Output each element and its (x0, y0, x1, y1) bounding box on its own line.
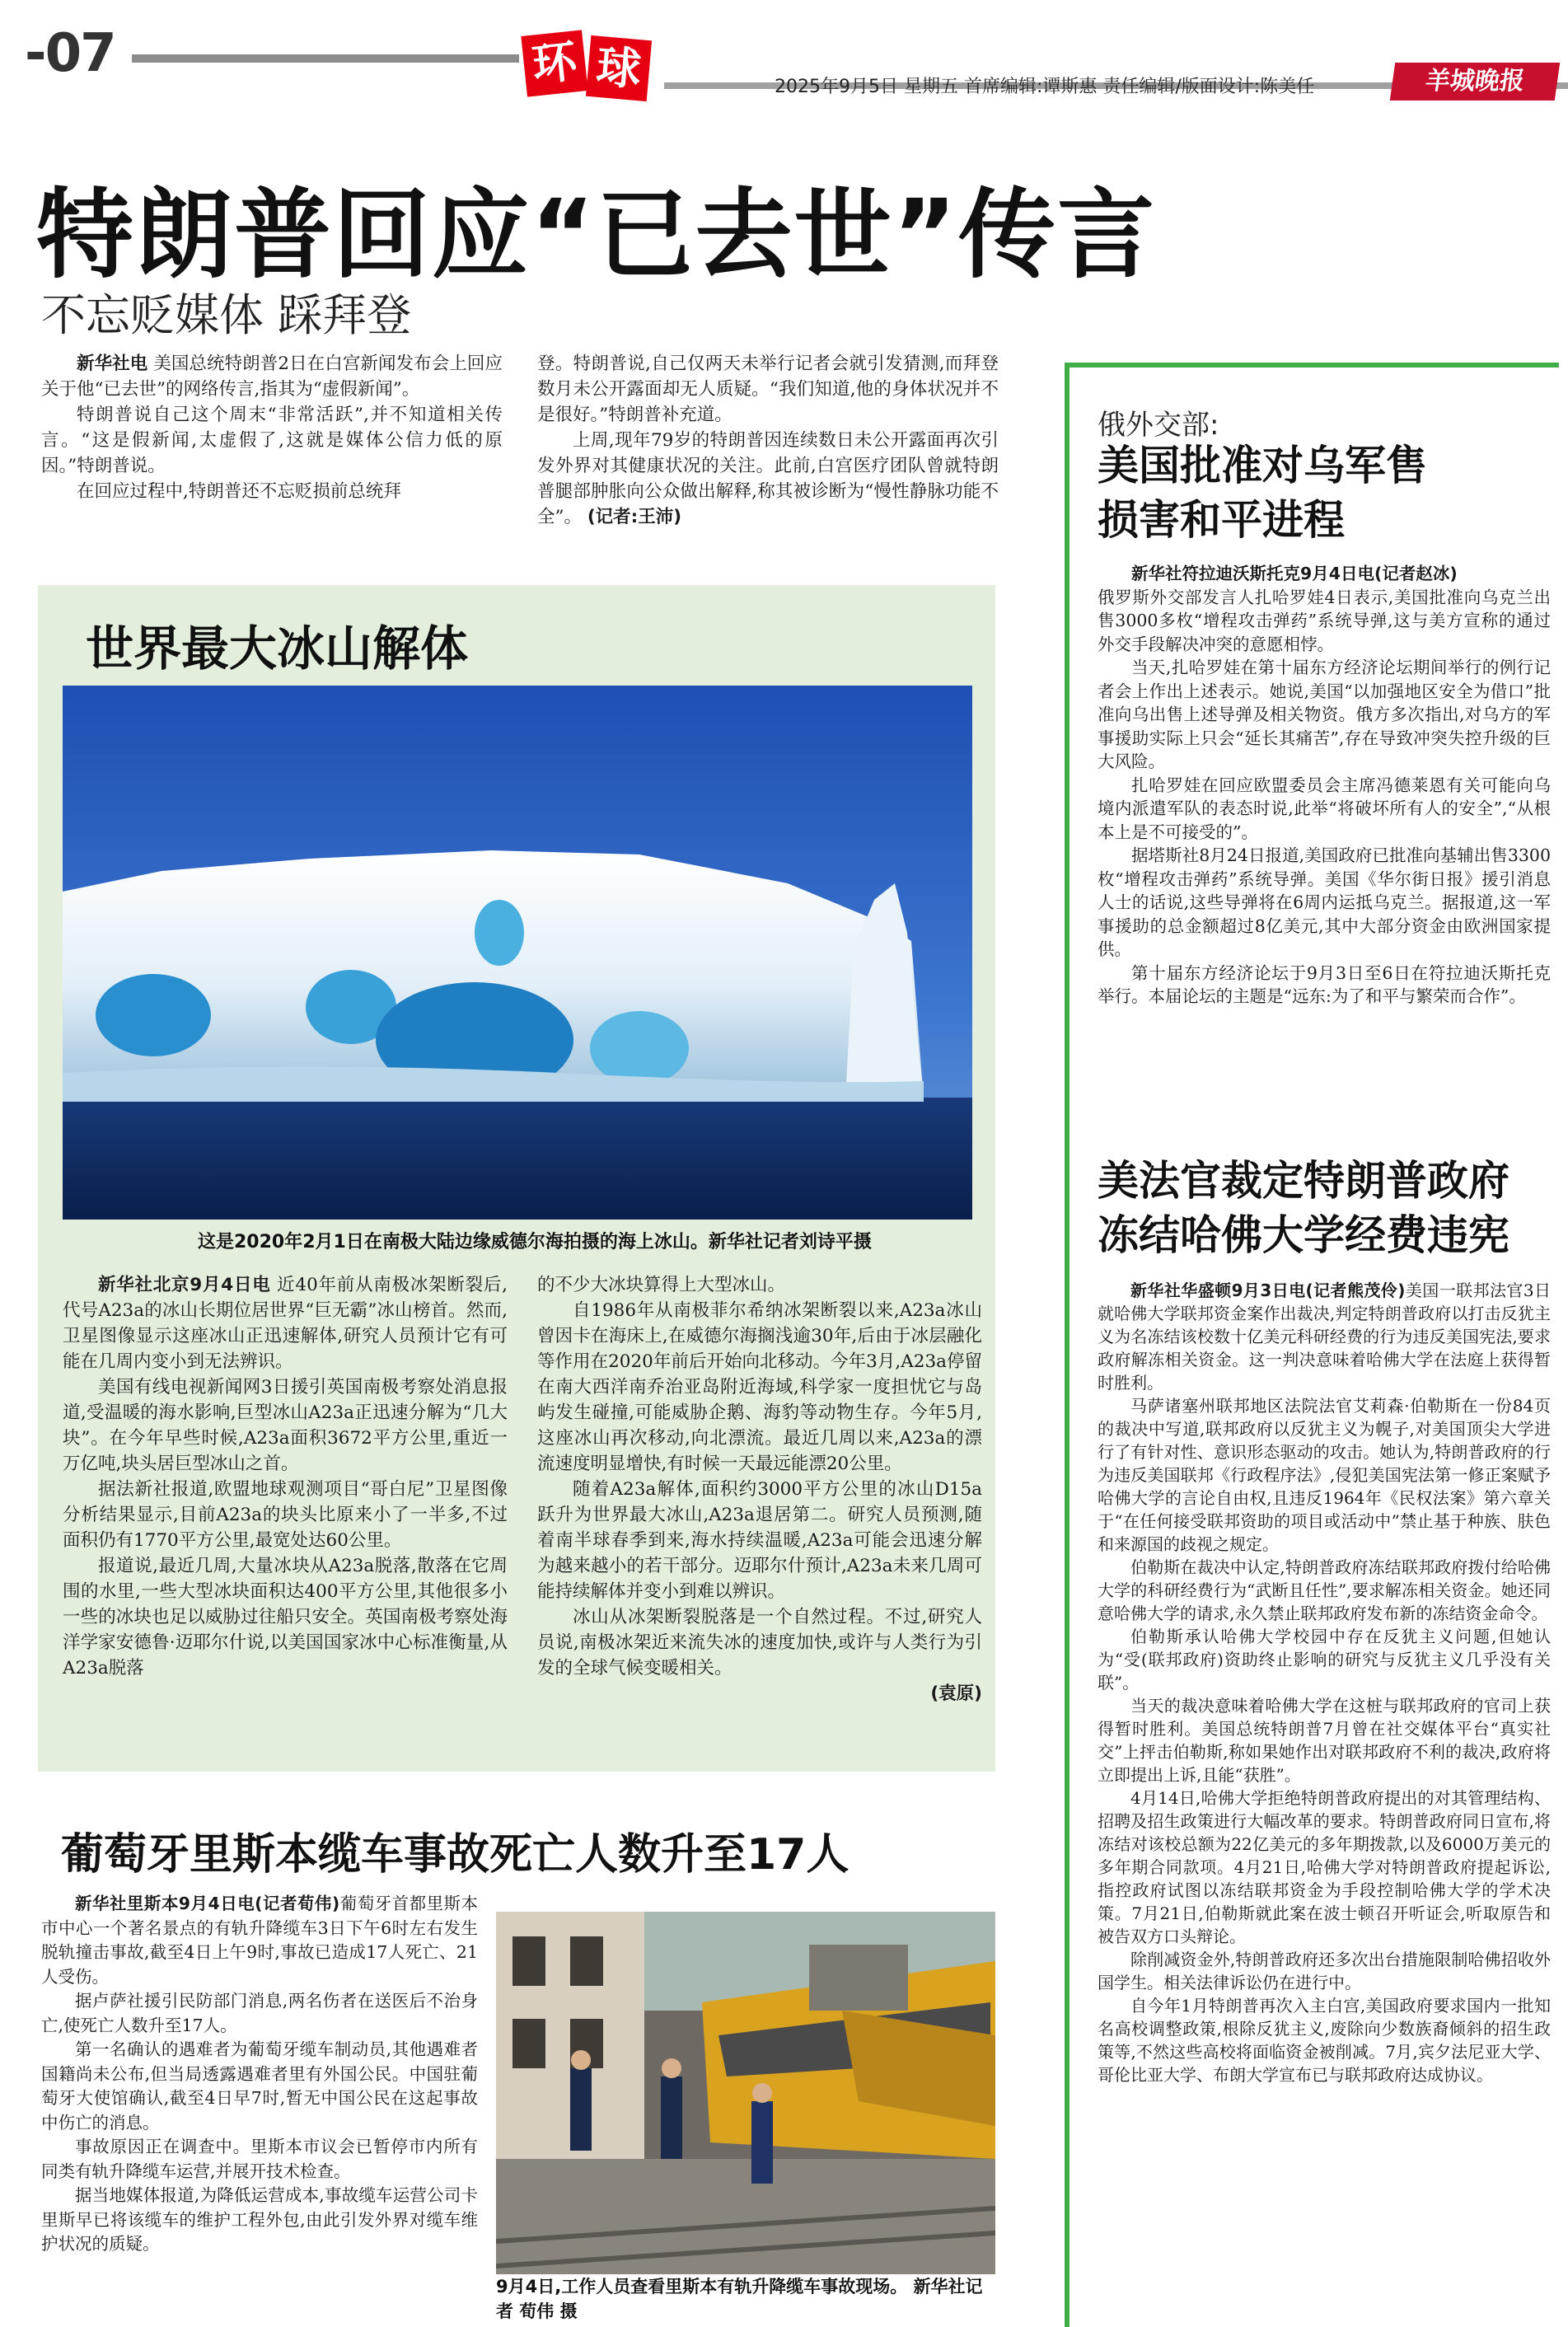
iceberg-photo-caption: 这是2020年2月1日在南极大陆边缘威德尔海拍摄的海上冰山。新华社记者刘诗平摄 (198, 1232, 872, 1252)
harvard-paragraph: 当天的裁决意味着哈佛大学在这桩与联邦政府的官司上获得暂时胜利。美国总统特朗普7月曾在社交媒体平台“真实社交”上抨击伯勒斯,称如果她作出对联邦政府不利的裁决,政府将立即提出上诉,且能“获胜”。 (1098, 1696, 1551, 1785)
trump-paragraph: 特朗普说自己这个周末“非常活跃”,并不知道相关传言。“这是假新闻,太虚假了,这就是媒体公信力低的原因。”特朗普说。 (41, 405, 503, 476)
trump-article-col2 (537, 351, 999, 530)
cable-car-photo (496, 1912, 995, 2274)
iceberg-paragraph: 自1986年从南极菲尔希纳冰架断裂以来,A23a冰山曾因卡在海床上,在威德尔海搁浅逾30年,后由于冰层融化等作用在2020年前后开始向北移动。今年3月,A23a停留在南大西洋南乔治亚岛附近海域,科学家一度担忧它与岛屿发生碰撞,可能威胁企鹅、海豹等动物生存。今年5月,这座冰山再次移动,向北漂流。最近几周以来,A23a的漂流速度明显增快,有时候一天最远能漂20公里。 (537, 1300, 982, 1474)
iceberg-illustration (63, 686, 972, 1220)
cable-car-paragraph: 事故原因正在调查中。里斯本市议会已暂停市内所有同类有轨升降缆车运营,并展开技术检查。 (41, 2137, 478, 2181)
harvard-headline (1098, 1154, 1509, 1262)
iceberg-lead: 新华社北京9月4日电 (98, 1275, 271, 1295)
section-char-1: 环 (521, 30, 587, 96)
section-logo (524, 33, 656, 102)
russia-lead: 新华社符拉迪沃斯托克9月4日电(记者赵冰) (1131, 564, 1458, 583)
iceberg-paragraph: 随着A23a解体,面积约3000平方公里的冰山D15a跃升为世界最大冰山,A23a退居第二。研究人员预测,随着南半球春季到来,海水持续温暖,A23a可能会迅速分解为越来越小的若干部分。迈耶尔什预计,A23a未来几周可能持续解体并变小到难以辨识。 (537, 1479, 982, 1602)
trump-paragraph: 登。特朗普说,自己仅两天未举行记者会就引发猜测,而拜登数月未公开露面却无人质疑。“我们知道,他的身体状况并不是很好。”特朗普补充道。 (537, 353, 999, 425)
russia-paragraph: 扎哈罗娃在回应欧盟委员会主席冯德莱恩有关可能向乌境内派遣军队的表态时说,此举“将破坏所有人的安全”,“从根本上是不可接受的”。 (1098, 775, 1551, 842)
iceberg-photo (63, 686, 972, 1220)
trump-credit: (记者:王沛) (587, 507, 682, 527)
page-number: -07 (25, 23, 115, 84)
iceberg-paragraph: 近40年前从南极冰架断裂后,代号A23a的冰山长期位居世界“巨无霸”冰山榜首。然而,卫星图像显示这座冰山正迅速解体,研究人员预计它有可能在几周内变小到无法辨识。 (63, 1275, 508, 1372)
harvard-paragraph: 马萨诸塞州联邦地区法院法官艾莉森·伯勒斯在一份84页的裁决中写道,联邦政府以反犹主义为幌子,对美国顶尖大学进行了有针对性、意识形态驱动的攻击。她认为,特朗普政府的行为违反美国联邦《行政程序法》,侵犯美国宪法第一修正案赋予哈佛大学的言论自由权,且违反1964年《民权法案》第六章关于“在任何接受联邦资助的项目或活动中”禁止基于种族、肤色和来源国的歧视之规定。 (1098, 1396, 1551, 1554)
harvard-headline-line: 冻结哈佛大学经费违宪 (1098, 1211, 1509, 1259)
trump-article-col1 (41, 351, 503, 504)
iceberg-paragraph: 冰山从冰架断裂脱落是一个自然过程。不过,研究人员说,南极冰架近来流失冰的速度加快,或许与人类行为引发的全球气候变暖相关。 (537, 1607, 982, 1679)
iceberg-paragraph: 的不少大冰块算得上大型冰山。 (537, 1275, 786, 1295)
section-char-2: 球 (586, 35, 652, 101)
newspaper-logo: 羊城晚报 (1390, 63, 1560, 101)
harvard-lead: 新华社华盛顿9月3日电(记者熊茂伶) (1130, 1281, 1406, 1300)
masthead-rule-left (132, 54, 519, 63)
iceberg-credit: (袁原) (930, 1683, 982, 1704)
main-headline: 特朗普回应“已去世”传言 (36, 178, 1157, 292)
harvard-headline-line: 美法官裁定特朗普政府 (1098, 1157, 1509, 1205)
harvard-paragraph: 伯勒斯在裁决中认定,特朗普政府冻结联邦政府拨付给哈佛大学的科研经费行为“武断且任性”,要求解冻相关资金。她还同意哈佛大学的请求,永久禁止联邦政府发布新的冻结资金命令。 (1098, 1557, 1551, 1623)
iceberg-col1 (63, 1272, 508, 1681)
russia-paragraph: 当天,扎哈罗娃在第十届东方经济论坛期间举行的例行记者会上作出上述表示。她说,美国“以加强地区安全为借口”批准向乌出售上述导弹及相关物资。俄方多次指出,对乌方的军事援助实际上只会“延长其痛苦”,存在导致冲突失控升级的巨大风险。 (1098, 658, 1551, 771)
harvard-paragraph: 美国一联邦法官3日就哈佛大学联邦资金案作出裁决,判定特朗普政府以打击反犹主义为名冻结该校数十亿美元科研经费的行为违反美国宪法,要求政府解冻相关资金。这一判决意味着哈佛大学在法庭上获得暂时胜利。 (1098, 1281, 1551, 1393)
main-subheadline: 不忘贬媒体 踩拜登 (41, 289, 412, 341)
harvard-paragraph: 自今年1月特朗普再次入主白宫,美国政府要求国内一批知名高校调整政策,根除反犹主义,废除向少数族裔倾斜的招生政策等,不然这些高校将面临资金被削减。7月,宾夕法尼亚大学、哥伦比亚大学、布朗大学宣布已与联邦政府达成协议。 (1098, 1996, 1551, 2085)
cable-car-paragraph: 据卢萨社援引民防部门消息,两名伤者在送医后不治身亡,使死亡人数升至17人。 (41, 1991, 478, 2035)
russia-paragraph: 第十届东方经济论坛于9月3日至6日在符拉迪沃斯托克举行。本届论坛的主题是“远东:为了和平与繁荣而合作”。 (1098, 962, 1551, 1006)
harvard-paragraph: 伯勒斯承认哈佛大学校园中存在反犹主义问题,但她认为“受(联邦政府)资助终止影响的研究与反犹主义几乎没有关联”。 (1098, 1627, 1551, 1693)
iceberg-col2 (537, 1272, 982, 1707)
harvard-paragraph: 4月14日,哈佛大学拒绝特朗普政府提出的对其管理结构、招聘及招生政策进行大幅改革的要求。特朗普政府同日宣布,将冻结对该校总额为22亿美元的多年期拨款,以及6000万美元的多年期合同款项。4月21日,哈佛大学对特朗普政府提起诉讼,指控政府试图以冻结联邦资金为手段控制哈佛大学的学术决策。7月21日,伯勒斯就此案在波士顿召开听证会,听取原告和被告双方口头辩论。 (1098, 1788, 1551, 1946)
trump-lead: 新华社电 (77, 353, 148, 374)
trump-paragraph: 美国总统特朗普2日在白宫新闻发布会上回应关于他“已去世”的网络传言,指其为“虚假新闻”。 (41, 353, 503, 400)
trump-paragraph: 上周,现年79岁的特朗普因连续数日未公开露面再次引发外界对其健康状况的关注。此前,白宫医疗团队曾就特朗普腿部肿胀向公众做出解释,称其被诊断为“慢性静脉功能不全”。 (537, 430, 999, 527)
iceberg-headline: 世界最大冰山解体 (86, 620, 469, 677)
cable-car-headline: 葡萄牙里斯本缆车事故死亡人数升至17人 (61, 1830, 850, 1880)
cable-car-text (41, 1892, 478, 2257)
russia-kicker: 俄外交部: (1098, 409, 1219, 442)
russia-headline (1098, 438, 1427, 547)
russia-paragraph: 据塔斯社8月24日报道,美国政府已批准向基辅出售3300枚“增程攻击弹药”系统导弹。美国《华尔街日报》援引消息人士的话说,这些导弹将在6周内运抵乌克兰。据报道,这一军事援助的总金额超过8亿美元,其中大部分资金由欧洲国家提供。 (1098, 845, 1551, 959)
russia-paragraph: 俄罗斯外交部发言人扎哈罗娃4日表示,美国批准向乌克兰出售3000多枚“增程攻击弹药”系统导弹,这与美方宣称的通过外交手段解决冲突的意愿相悖。 (1098, 587, 1551, 654)
cable-car-paragraph: 据当地媒体报道,为降低运营成本,事故缆车运营公司卡里斯早已将该缆车的维护工程外包,由此引发外界对缆车维护状况的质疑。 (41, 2185, 478, 2254)
iceberg-paragraph: 美国有线电视新闻网3日援引英国南极考察处消息报道,受温暖的海水影响,巨型冰山A23a正迅速分解为“几大块”。在今年早些时候,A23a面积3672平方公里,重近一万亿吨,块头居巨型冰山之首。 (63, 1377, 508, 1474)
cable-car-lead: 新华社里斯本9月4日电(记者荀伟) (75, 1894, 340, 1913)
right-column-rule (1065, 363, 1070, 2327)
trump-paragraph: 在回应过程中,特朗普还不忘贬损前总统拜 (77, 481, 401, 502)
iceberg-paragraph: 据法新社报道,欧盟地球观测项目“哥白尼”卫星图像分析结果显示,目前A23a的块头比原来小了一半多,不过面积仍有1770平方公里,最宽处达60公里。 (63, 1479, 508, 1551)
iceberg-paragraph: 报道说,最近几周,大量冰块从A23a脱落,散落在它周围的水里,一些大型冰块面积达400平方公里,其他很多小一些的冰块也足以威胁过往船只安全。英国南极考察处海洋学家安德鲁·迈耶尔什说,以美国国家冰中心标准衡量,从A23a脱落 (63, 1556, 508, 1679)
harvard-text (1098, 1279, 1551, 2086)
cable-car-illustration (496, 1912, 995, 2274)
cable-car-paragraph: 葡萄牙首都里斯本市中心一个著名景点的有轨升降缆车3日下午6时左右发生脱轨撞击事故,截至4日上午9时,事故已造成17人死亡、21人受伤。 (41, 1894, 479, 1987)
russia-headline-line: 美国批准对乌军售 (1098, 442, 1427, 489)
right-column-top-rule (1065, 363, 1559, 368)
cable-car-photo-caption: 9月4日,工作人员查看里斯本有轨升降缆车事故现场。 新华社记者 荀伟 摄 (496, 2277, 983, 2321)
dateline: 2025年9月5日 星期五 首席编辑:谭斯惠 责任编辑/版面设计:陈美任 (775, 77, 1315, 97)
russia-headline-line: 损害和平进程 (1098, 496, 1345, 544)
harvard-paragraph: 除削减资金外,特朗普政府还多次出台措施限制哈佛招收外国学生。相关法律诉讼仍在进行中。 (1098, 1950, 1551, 1992)
cable-car-paragraph: 第一名确认的遇难者为葡萄牙缆车制动员,其他遇难者国籍尚未公布,但当局透露遇难者里有外国公民。中国驻葡萄牙大使馆确认,截至4日早7时,暂无中国公民在这起事故中伤亡的消息。 (41, 2039, 478, 2133)
russia-text (1098, 562, 1551, 1009)
